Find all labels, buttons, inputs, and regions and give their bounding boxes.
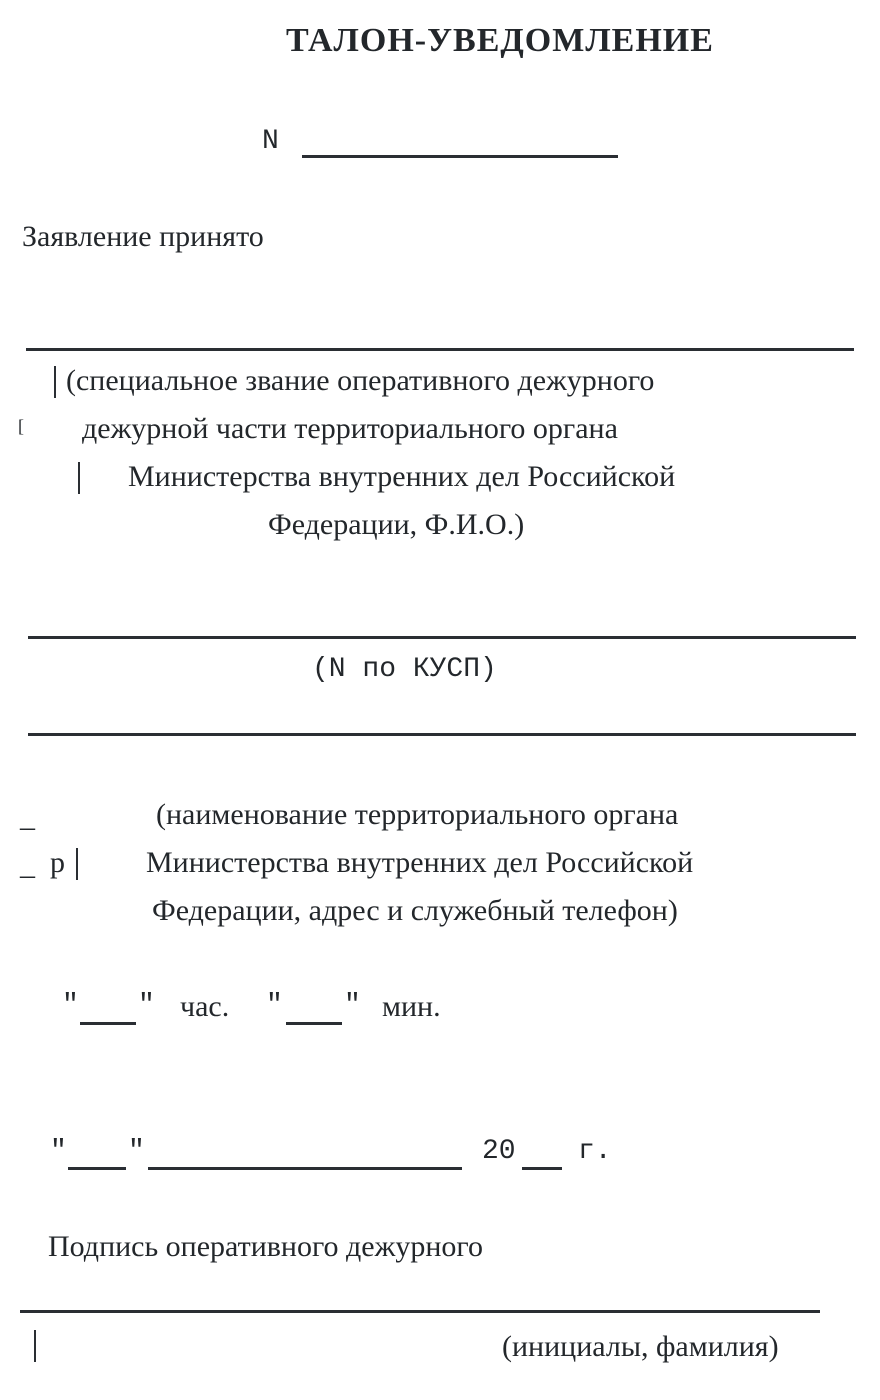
hours-field[interactable] <box>80 1022 136 1025</box>
number-label: N <box>262 126 279 157</box>
year-prefix: 20 <box>482 1136 516 1167</box>
minutes-field[interactable] <box>286 1022 342 1025</box>
organ-field-line[interactable] <box>28 733 856 736</box>
signature-label: Подпись оперативного дежурного <box>48 1230 483 1263</box>
kusp-field-line[interactable] <box>28 636 856 639</box>
stray-bracket: [ <box>18 416 24 436</box>
year-field[interactable] <box>522 1167 562 1170</box>
officer-caption-line-3: Министерства внутренних дел Российской <box>128 460 676 493</box>
hours-quote-open: " <box>62 990 79 1021</box>
organ-caption-line-3: Федерации, адрес и служебный телефон) <box>152 894 678 927</box>
kusp-caption: (N по КУСП) <box>312 654 497 685</box>
stray-letter: р <box>50 846 65 879</box>
text-cursor-mark <box>78 462 80 494</box>
signature-field-line[interactable] <box>20 1310 820 1313</box>
day-field[interactable] <box>68 1167 126 1170</box>
text-cursor-mark <box>76 848 78 880</box>
officer-field-line[interactable] <box>26 348 854 351</box>
minutes-quote-close: " <box>344 990 361 1021</box>
day-quote-close: " <box>128 1136 145 1167</box>
year-suffix: г. <box>578 1136 612 1167</box>
document-title: ТАЛОН-УВЕДОМЛЕНИЕ <box>286 22 714 59</box>
text-cursor-mark <box>54 366 56 398</box>
statement-accepted-label: Заявление принято <box>22 220 264 253</box>
hours-quote-close: " <box>138 990 155 1021</box>
minutes-quote-open: " <box>266 990 283 1021</box>
text-cursor-mark <box>34 1330 36 1362</box>
minutes-label: мин. <box>382 990 441 1023</box>
month-field[interactable] <box>148 1167 462 1170</box>
stray-underscore: _ <box>20 848 35 881</box>
organ-caption-line-1: (наименование территориального органа <box>156 798 679 831</box>
stray-underscore: _ <box>20 800 35 833</box>
officer-caption-line-4: Федерации, Ф.И.О.) <box>268 508 525 541</box>
officer-caption-line-1: (специальное звание оперативного дежурного <box>66 364 655 397</box>
organ-caption-line-2: Министерства внутренних дел Российской <box>146 846 694 879</box>
signature-caption: (инициалы, фамилия) <box>502 1330 779 1363</box>
day-quote-open: " <box>50 1136 67 1167</box>
hours-label: час. <box>180 990 230 1023</box>
number-field-line[interactable] <box>302 155 618 158</box>
officer-caption-line-2: дежурной части территориального органа <box>82 412 618 445</box>
